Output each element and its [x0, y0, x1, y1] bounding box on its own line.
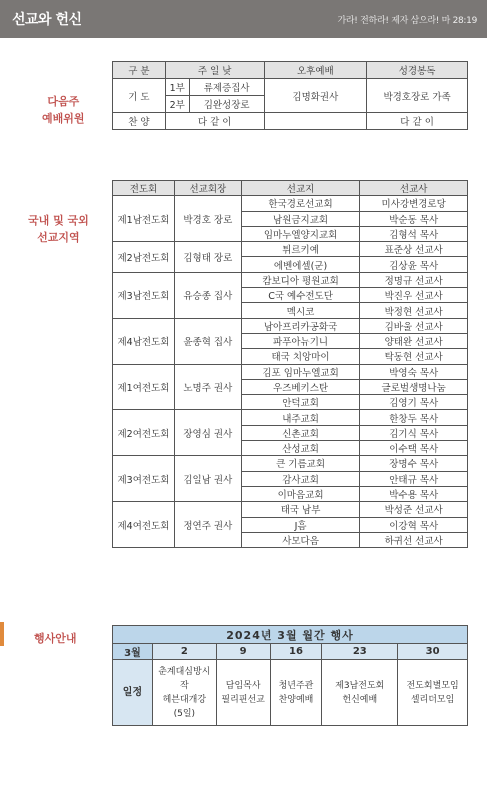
monthly-events-table [112, 625, 468, 726]
event-line: 전도회별모임 [406, 680, 459, 691]
missionary-name: 김기식 목사 [360, 425, 468, 440]
mission-row [113, 456, 468, 471]
month-label: 3월 [113, 644, 153, 660]
section-label-line: 국내 및 국외 [28, 214, 89, 227]
missionary-name: 김형석 목사 [360, 226, 468, 241]
day-header: 23 [322, 644, 398, 660]
mission-place: 캄보디아 평원교회 [241, 272, 360, 287]
schedule-label: 일정 [113, 660, 153, 726]
mission-place: 이마음교회 [241, 486, 360, 501]
worship-committee-table [112, 61, 468, 130]
missionary-name: 장명수 목사 [360, 456, 468, 471]
missionary-name: 안태규 목사 [360, 471, 468, 486]
mission-place: 김포 임마누엘교회 [241, 364, 360, 379]
mission-row [113, 410, 468, 425]
service-number: 1부 [165, 79, 189, 96]
section-label-line: 선교지역 [37, 231, 80, 244]
section-label-line: 다음주 [47, 95, 80, 108]
missionary-name: 표준상 선교사 [360, 242, 468, 257]
events-section-label: 행사안내 [34, 632, 77, 645]
row-label: 기 도 [113, 79, 166, 113]
column-header: 선교사 [360, 181, 468, 196]
group-leader: 박경호 장로 [174, 196, 241, 242]
column-header: 전도회 [113, 181, 175, 196]
mission-place: 남아프리카공화국 [241, 318, 360, 333]
mission-row [113, 502, 468, 517]
group-leader: 김형태 장로 [174, 242, 241, 273]
event-line: 필리핀선교 [221, 694, 265, 705]
event-line: 담임목사 [225, 680, 261, 691]
missionary-name: 박수용 목사 [360, 486, 468, 501]
event-line: 청년주관 [278, 680, 314, 691]
mission-place: 안덕교회 [241, 395, 360, 410]
mission-row [113, 364, 468, 379]
mission-place: 신촌교회 [241, 425, 360, 440]
header-verse: 가라! 전하라! 제자 삼으라! 마 28:19 [337, 16, 477, 26]
missionary-name: 김바울 선교사 [360, 318, 468, 333]
prayer-leader: 김완성장로 [189, 96, 264, 113]
mission-place: 에벤에셀(군) [241, 257, 360, 272]
mission-place: 태국 치앙마이 [241, 349, 360, 364]
praise-leader: 다 같 이 [165, 113, 264, 130]
mission-place: 임마누엘양지교회 [241, 226, 360, 241]
mission-place: 감사교회 [241, 471, 360, 486]
header-bar [0, 0, 487, 38]
event-line: 헤븐대개강 [162, 694, 207, 705]
missionary-name: 미사강변경로당 [360, 196, 468, 211]
missionary-name: 한창두 목사 [360, 410, 468, 425]
day-header: 30 [398, 644, 468, 660]
group-name: 제4여전도회 [113, 502, 175, 548]
missionary-name: 박순동 목사 [360, 211, 468, 226]
mission-place: J흠 [241, 517, 360, 532]
section-label-line: 예배위원 [42, 112, 85, 125]
column-header: 주 일 낮 [165, 62, 264, 79]
mission-row [113, 272, 468, 287]
mission-row [113, 318, 468, 333]
missionary-name: 글로벌생명나눔 [360, 379, 468, 394]
missions-section-label [28, 212, 89, 246]
missionary-name: 박영숙 목사 [360, 364, 468, 379]
day-header: 16 [270, 644, 322, 660]
group-name: 제3여전도회 [113, 456, 175, 502]
missionary-name: 김상윤 목사 [360, 257, 468, 272]
event-cell [270, 660, 322, 726]
row-label: 찬 양 [113, 113, 166, 130]
afternoon-praise [264, 113, 367, 130]
mission-place: 멕시코 [241, 303, 360, 318]
event-cell [322, 660, 398, 726]
group-name: 제2남전도회 [113, 242, 175, 273]
mission-row [113, 242, 468, 257]
mission-place: 큰 기름교회 [241, 456, 360, 471]
missionary-name: 하귀선 선교사 [360, 532, 468, 547]
group-leader: 유승종 집사 [174, 272, 241, 318]
column-header: 오후예배 [264, 62, 367, 79]
event-line: 셀리더모임 [410, 694, 455, 705]
praise-reading: 다 같 이 [367, 113, 468, 130]
event-line: 춘계대심방시작 [158, 666, 211, 691]
prayer-leader: 류제증집사 [189, 79, 264, 96]
group-name: 제4남전도회 [113, 318, 175, 364]
calendar-title: 2024년 3월 월간 행사 [113, 626, 468, 644]
mission-place: 산성교회 [241, 441, 360, 456]
group-leader: 김일남 권사 [174, 456, 241, 502]
day-header: 9 [216, 644, 270, 660]
group-name: 제1여전도회 [113, 364, 175, 410]
missionary-name: 양태완 선교사 [360, 333, 468, 348]
event-line: (5일) [173, 708, 196, 719]
group-name: 제2여전도회 [113, 410, 175, 456]
mission-place: 태국 남부 [241, 502, 360, 517]
section-marker [0, 622, 4, 646]
event-line: 제3남전도회 [335, 680, 385, 691]
group-name: 제1남전도회 [113, 196, 175, 242]
missions-table [112, 180, 468, 548]
mission-place: 내주교회 [241, 410, 360, 425]
group-leader: 장영심 권사 [174, 410, 241, 456]
column-header: 성경봉독 [367, 62, 468, 79]
mission-place: 한국경로선교회 [241, 196, 360, 211]
mission-row [113, 196, 468, 211]
service-number: 2부 [165, 96, 189, 113]
missionary-name: 탁동현 선교사 [360, 349, 468, 364]
afternoon-prayer: 김명화권사 [264, 79, 367, 113]
column-header: 구 분 [113, 62, 166, 79]
missionary-name: 이수택 목사 [360, 441, 468, 456]
event-cell [398, 660, 468, 726]
mission-place: 남원금지교회 [241, 211, 360, 226]
group-leader: 노명주 권사 [174, 364, 241, 410]
group-leader: 정연주 권사 [174, 502, 241, 548]
event-cell [152, 660, 216, 726]
missionary-name: 박정현 선교사 [360, 303, 468, 318]
worship-section-label [42, 93, 85, 127]
column-header: 선교회장 [174, 181, 241, 196]
page-title: 선교와 헌신 [12, 12, 82, 28]
group-leader: 윤종혁 집사 [174, 318, 241, 364]
column-header: 선교지 [241, 181, 360, 196]
event-line: 찬양예배 [278, 694, 314, 705]
group-name: 제3남전도회 [113, 272, 175, 318]
day-header: 2 [152, 644, 216, 660]
missionary-name: 이강혁 목사 [360, 517, 468, 532]
missionary-name: 박진우 선교사 [360, 288, 468, 303]
mission-place: 튀르키예 [241, 242, 360, 257]
mission-place: 우즈베키스탄 [241, 379, 360, 394]
mission-place: 사모다음 [241, 532, 360, 547]
event-line: 헌신예배 [342, 694, 378, 705]
missionary-name: 김영기 목사 [360, 395, 468, 410]
mission-place: 파푸아뉴기니 [241, 333, 360, 348]
missionary-name: 박성준 선교사 [360, 502, 468, 517]
event-cell [216, 660, 270, 726]
missionary-name: 정명규 선교사 [360, 272, 468, 287]
bible-reading: 박경호장로 가족 [367, 79, 468, 113]
mission-place: C국 예수전도단 [241, 288, 360, 303]
